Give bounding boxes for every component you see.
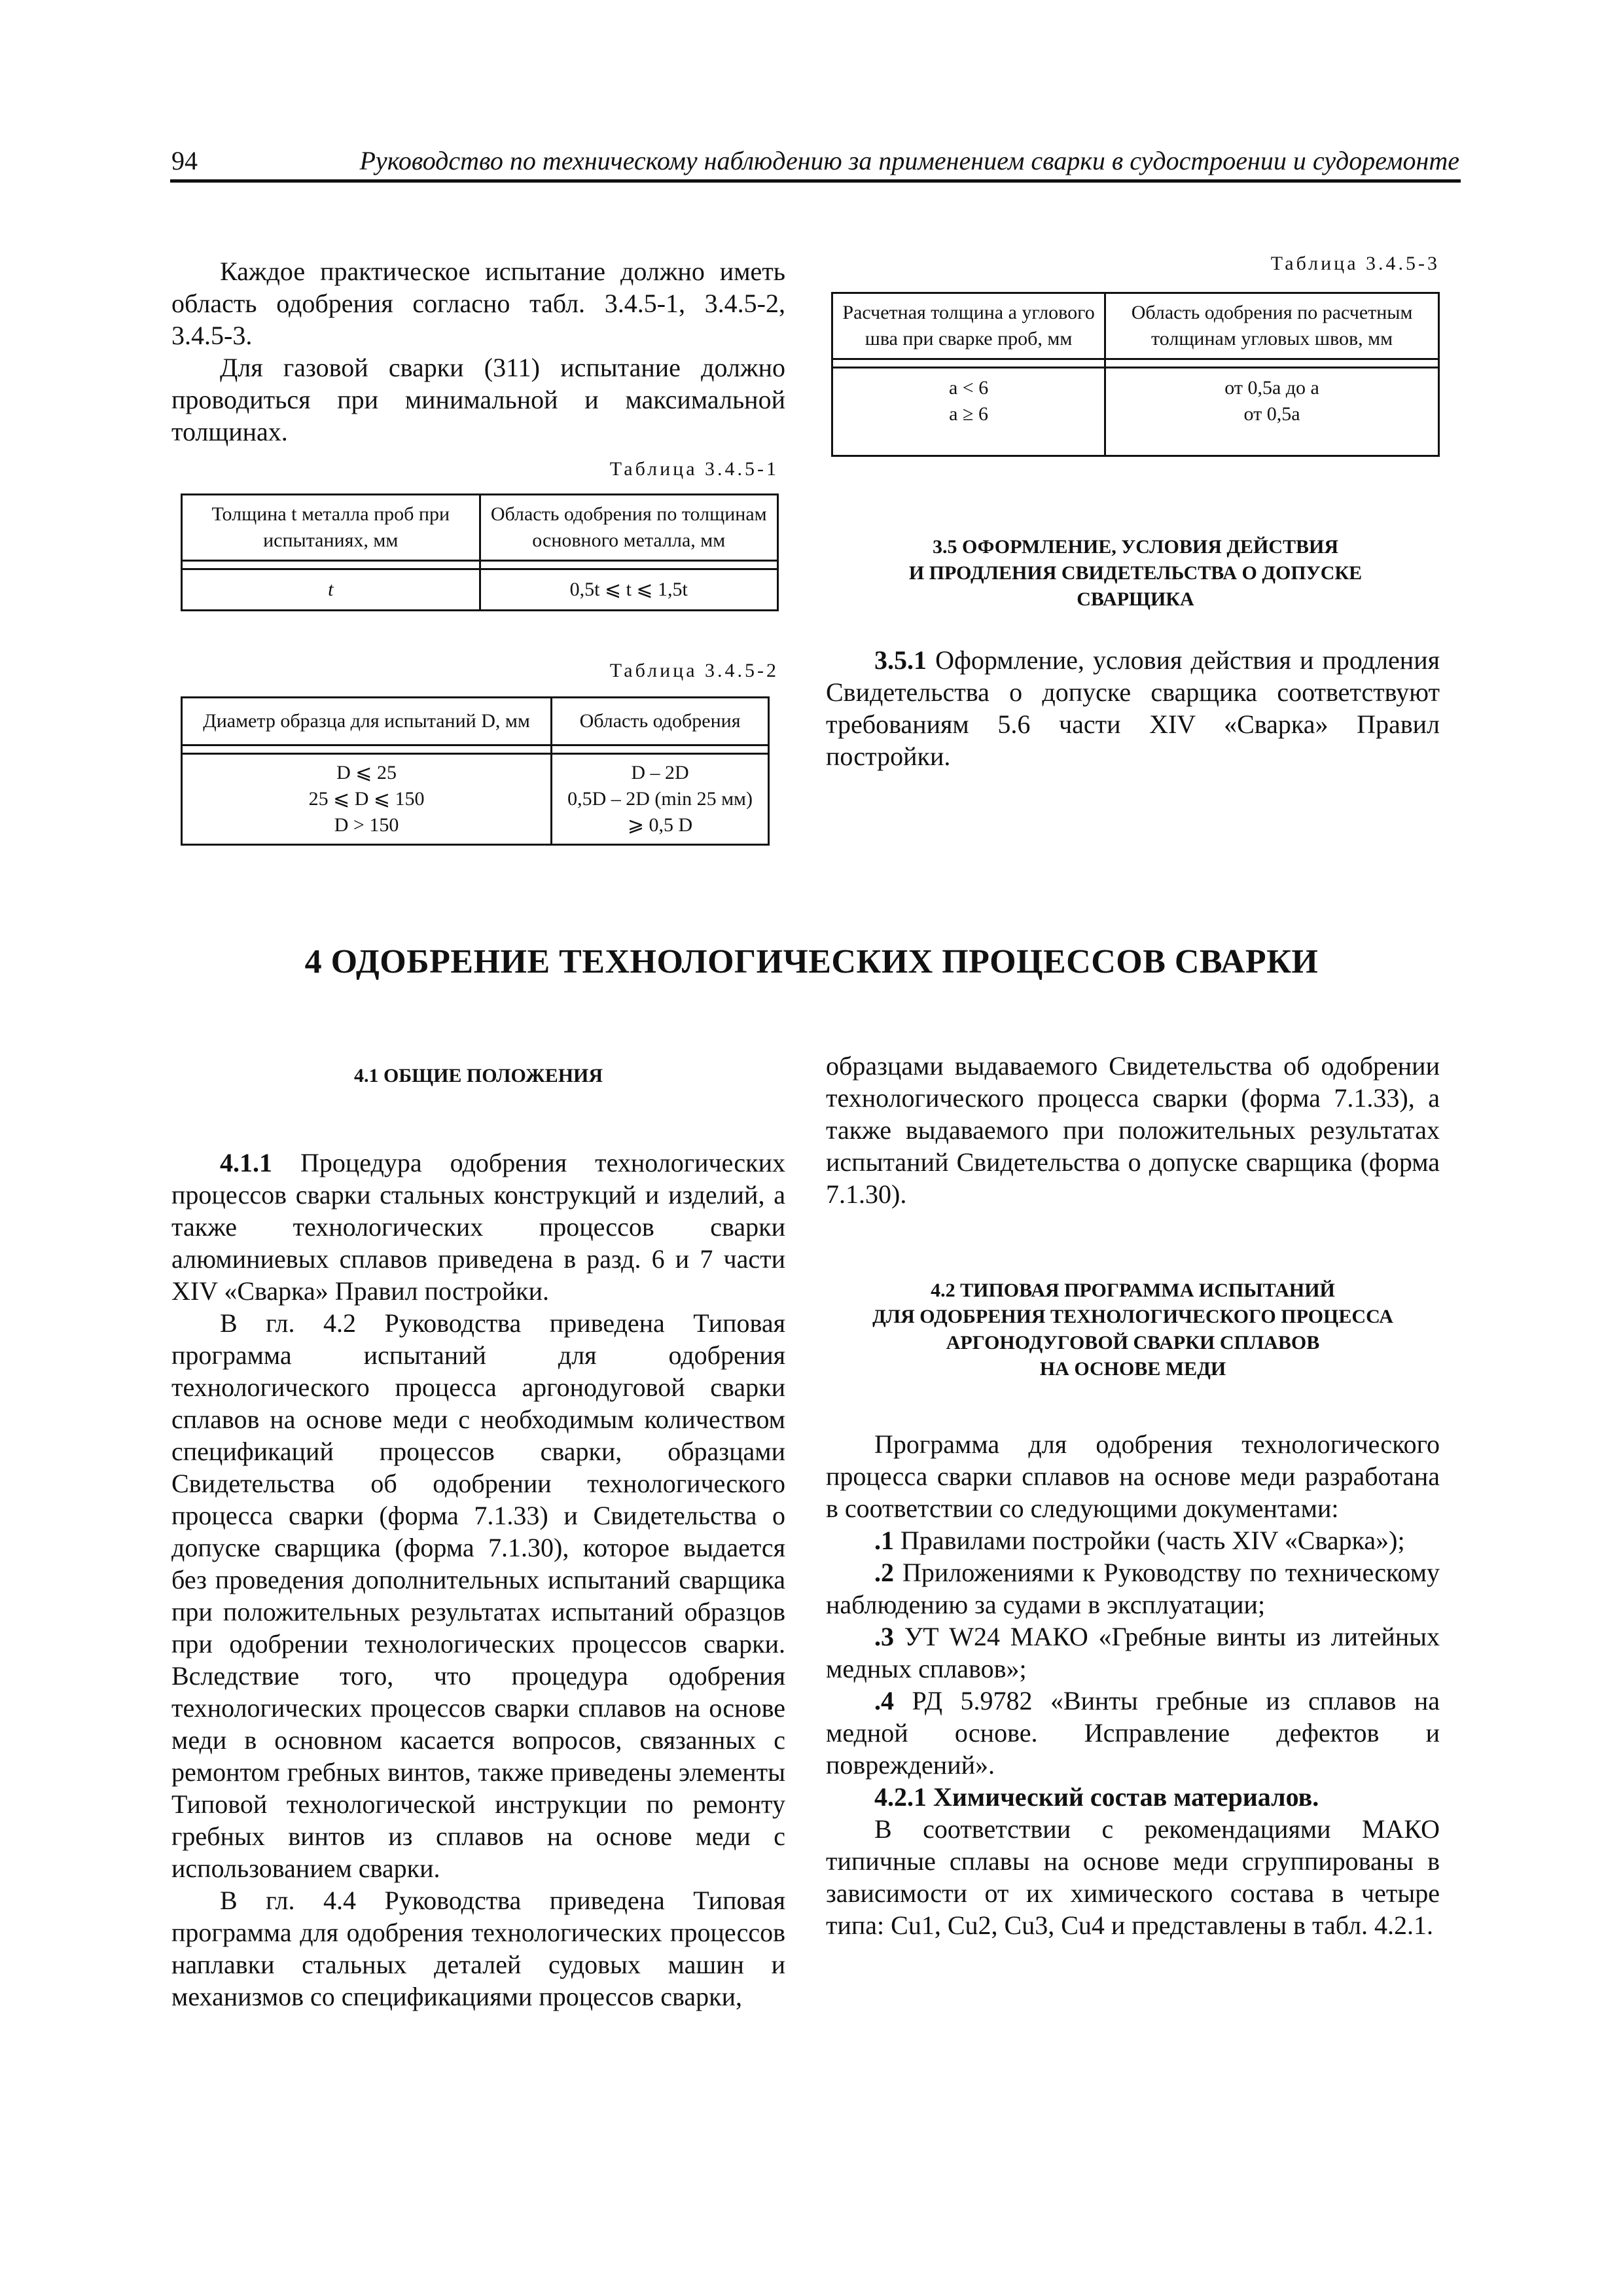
table-caption: Таблица 3.4.5-1 (609, 458, 779, 480)
table-cell: 0,5t ⩽ t ⩽ 1,5t (480, 569, 778, 611)
clause-text: Оформление, условия действия и продления Свидетельства о допуске сварщика соответствуют требованиям 5.6 части XIV «Сварка» Правил постройки. (826, 645, 1440, 771)
list-item (826, 1556, 1440, 1621)
section-4-1-text (171, 1147, 785, 2013)
paragraph: В соответствии с рекомендациями МАКО типичные сплавы на основе меди сгруппированы в зависимости от их химического состава в четыре типа: Cu1, Cu2, Cu3, Cu4 и представлены в табл. 4.2.1. (826, 1814, 1440, 1940)
paragraph: образцами выдаваемого Свидетельства об одобрении технологического процесса сварки (форма 7.1.33), а также выдаваемого при положительных результатах испытаний Свидетельства о допуске сварщика (форма 7.1.30). (826, 1051, 1440, 1209)
heading-line: АРГОНОДУГОВОЙ СВАРКИ СПЛАВОВ (946, 1332, 1320, 1354)
subsection-heading (826, 1781, 1440, 1813)
heading-line: 3.5 ОФОРМЛЕНИЕ, УСЛОВИЯ ДЕЙСТВИЯ (932, 536, 1339, 558)
clause-text: Процедура одобрения технологических процессов сварки стальных конструкций и изделий, а также технологических процессов сварки алюминиевых сплавов приведена в разд. 6 и 7 части XIV «Сварка» Правил постройки. (171, 1148, 785, 1306)
list-item (826, 1621, 1440, 1685)
paragraph: В гл. 4.4 Руководства приведена Типовая программа для одобрения технологических процессов наплавки стальных деталей судовых машин и механизмов со спецификациями процессов сварки, (171, 1886, 785, 2011)
table-cell (182, 754, 552, 845)
running-title: Руководство по техническому наблюдению за применением сварки в судостроении и судоремонте (359, 146, 1459, 175)
table-cell: t (182, 569, 480, 611)
section-heading-3-5 (831, 534, 1440, 613)
cell-line: от 0,5a до a (1224, 377, 1319, 399)
item-text: Приложениями к Руководству по техническому наблюдению за судами в эксплуатации; (826, 1558, 1440, 1619)
heading-line: 4.2 ТИПОВАЯ ПРОГРАММА ИСПЫТАНИЙ (931, 1280, 1335, 1301)
paragraph: В гл. 4.2 Руководства приведена Типовая программа испытаний для одобрения технологического процесса аргонодуговой сварки сплавов на основе меди с необходимым количеством спецификаций процессов сварки, образцами Свидетельства об одобрении технологического процесса сварки (форма 7.1.33) и Свидетельства о допуске сварщика (форма 7.1.30), которое выдается без проведения дополнительных испытаний сварщика при положительных результатах испытаний образцов при одобрении технологических процессов сварки. Вследствие того, что процедура одобрения технологических процессов сварки сплавов на основе меди в основном касается вопросов, связанных с ремонтом гребных винтов, также приведены элементы Типовой технологической инструкции по ремонту гребных винтов из сплавов на основе меди с использованием сварки. (171, 1308, 785, 1883)
table-caption: Таблица 3.4.5-2 (609, 660, 779, 681)
section-3-5-text (826, 644, 1440, 772)
paragraph: Программа для одобрения технологического процесса сварки сплавов на основе меди разработана в соответствии со следующими документами: (826, 1429, 1440, 1523)
table-header: Область одобрения по расчетным толщинам угловых швов, мм (1105, 293, 1439, 359)
heading-line: СВАРЩИКА (1077, 588, 1194, 610)
item-text: РД 5.9782 «Винты гребные из сплавов на медной основе. Исправление дефектов и повреждений». (826, 1686, 1440, 1780)
paragraph: Для газовой сварки (311) испытание должно проводиться при минимальной и максимальной толщинах. (171, 353, 785, 446)
table-header: Расчетная толщина a углового шва при сварке проб, мм (832, 293, 1105, 359)
table-3-4-5-2 (181, 696, 770, 846)
item-number: .2 (874, 1558, 894, 1587)
list-item (826, 1524, 1440, 1556)
header-rule (170, 179, 1461, 183)
section-4-1-continued (826, 1050, 1440, 1210)
item-text: Правилами постройки (часть XIV «Сварка»); (901, 1526, 1405, 1555)
cell-line: D – 2D (631, 762, 689, 783)
paragraph (826, 644, 1440, 772)
paragraph (171, 1147, 785, 1307)
intro-text (171, 255, 785, 448)
cell-line: 0,5D – 2D (min 25 мм) (567, 788, 753, 810)
item-text: УТ W24 МАКО «Гребные винты из литейных медных сплавов»; (826, 1622, 1440, 1683)
cell-line: 25 ⩽ D ⩽ 150 (308, 788, 425, 810)
subsection-title: 4.2.1 Химический состав материалов. (874, 1782, 1319, 1812)
item-number: .3 (874, 1622, 894, 1651)
table-3-4-5-1 (181, 493, 779, 611)
table-caption: Таблица 3.4.5-3 (1270, 253, 1440, 274)
table-header: Диаметр образца для испытаний D, мм (182, 698, 552, 745)
cell-line: от 0,5a (1243, 403, 1300, 425)
item-number: .4 (874, 1686, 894, 1715)
heading-line: НА ОСНОВЕ МЕДИ (1039, 1358, 1226, 1380)
cell-line: a < 6 (948, 377, 989, 399)
table-cell (552, 754, 769, 845)
item-number: .1 (874, 1526, 894, 1555)
section-heading-4-2 (826, 1278, 1440, 1382)
section-4-2-text (826, 1428, 1440, 1941)
paragraph: Каждое практическое испытание должно иметь область одобрения согласно табл. 3.4.5-1, 3.4.5-2, 3.4.5-3. (171, 257, 785, 350)
table-3-4-5-3 (831, 292, 1440, 457)
list-item (826, 1685, 1440, 1781)
heading-line: И ПРОДЛЕНИЯ СВИДЕТЕЛЬСТВА О ДОПУСКЕ (908, 562, 1363, 584)
table-cell (832, 368, 1105, 456)
chapter-title: 4 ОДОБРЕНИЕ ТЕХНОЛОГИЧЕСКИХ ПРОЦЕССОВ СВАРКИ (304, 943, 1319, 980)
clause-number: 3.5.1 (874, 645, 927, 675)
table-header: Область одобрения (552, 698, 769, 745)
table-header: Область одобрения по толщинам основного металла, мм (480, 495, 778, 561)
heading-line: ДЛЯ ОДОБРЕНИЯ ТЕХНОЛОГИЧЕСКОГО ПРОЦЕССА (872, 1306, 1393, 1327)
page-number: 94 (171, 146, 198, 175)
cell-line: D ⩽ 25 (336, 762, 397, 783)
section-heading-4-1: 4.1 ОБЩИЕ ПОЛОЖЕНИЯ (353, 1065, 603, 1086)
cell-line: D > 150 (334, 814, 399, 836)
cell-line: ⩾ 0,5 D (627, 814, 693, 836)
table-header: Толщина t металла проб при испытаниях, мм (182, 495, 480, 561)
cell-line: a ≥ 6 (949, 403, 988, 425)
clause-number: 4.1.1 (220, 1148, 272, 1177)
table-cell (1105, 368, 1439, 456)
